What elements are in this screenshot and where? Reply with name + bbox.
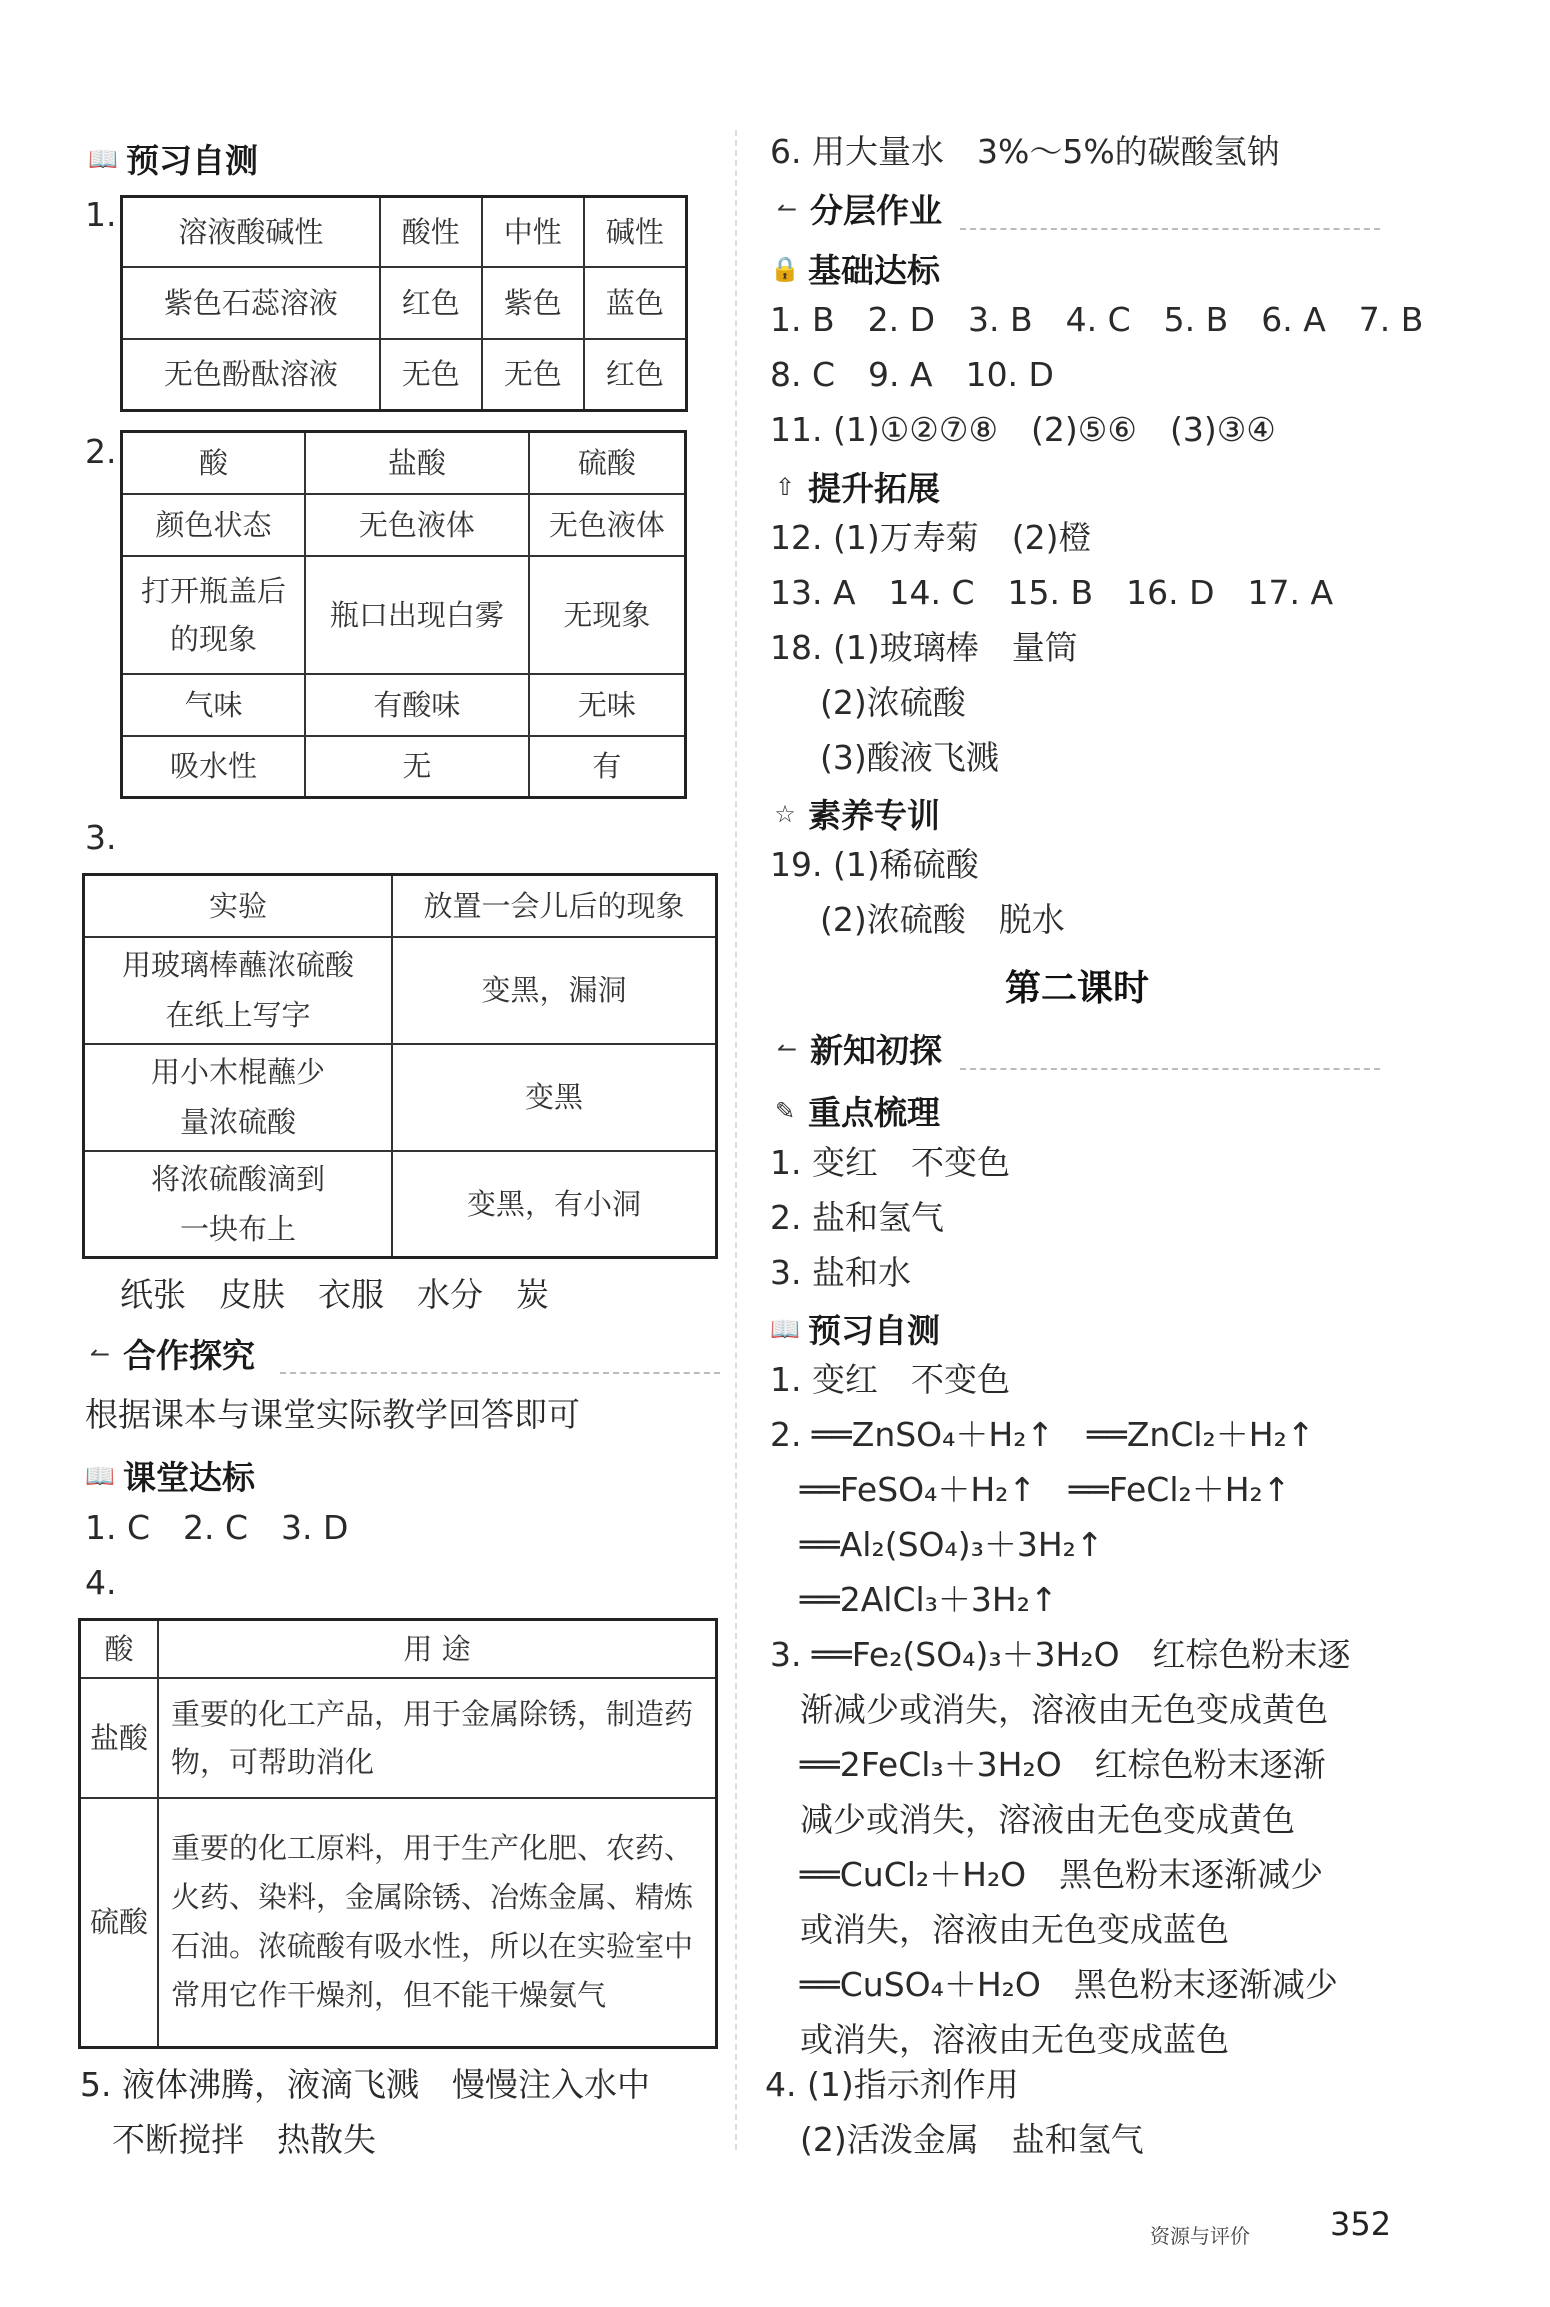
table-header-cell: 硫酸 bbox=[529, 432, 686, 494]
section-heading-new bbox=[772, 1025, 942, 1072]
answer-line: 渐减少或消失，溶液由无色变成黄色 bbox=[800, 1690, 1328, 1729]
table-cell: 重要的化工原料，用于生产化肥、农药、火药、染料，金属除锈、冶炼金属、精炼石油。浓硫酸有吸水性，所以在实验室中常用它作干燥剂，但不能干燥氨气 bbox=[158, 1798, 717, 2048]
section-divider bbox=[960, 228, 1380, 230]
table-header-cell: 酸 bbox=[122, 432, 306, 494]
answer-line: ══CuCl₂＋H₂O 黑色粉末逐渐减少 bbox=[800, 1855, 1324, 1894]
lock-icon: 🔒 bbox=[770, 254, 800, 283]
section-heading-coop bbox=[85, 1330, 255, 1377]
section-heading-class bbox=[85, 1452, 255, 1499]
question-number: 2. bbox=[85, 432, 117, 471]
section-title: 课堂达标 bbox=[123, 1458, 255, 1497]
answer-line: (3)酸液飞溅 bbox=[820, 738, 999, 777]
table-cell: 瓶口出现白雾 bbox=[305, 556, 529, 674]
section-title: 预习自测 bbox=[808, 1311, 940, 1350]
answer-line: 3. ══Fe₂(SO₄)₃＋3H₂O 红棕色粉末逐 bbox=[770, 1635, 1351, 1674]
answer-line: (2)浓硫酸 脱水 bbox=[820, 900, 1065, 939]
answer-line: ══2AlCl₃＋3H₂↑ bbox=[800, 1580, 1058, 1619]
answer-line: 4. (1)指示剂作用 bbox=[765, 2065, 1019, 2104]
table-cell: 盐酸 bbox=[80, 1678, 159, 1798]
answer-line: (2)浓硫酸 bbox=[820, 683, 966, 722]
answer-line: 1. 变红 不变色 bbox=[770, 1360, 1010, 1399]
section-heading-improve bbox=[770, 463, 940, 510]
table-cell: 无色酚酞溶液 bbox=[122, 339, 380, 411]
question-number: 3. bbox=[85, 818, 117, 857]
table-cell: 将浓硫酸滴到一块布上 bbox=[84, 1151, 393, 1258]
section-title: 新知初探 bbox=[810, 1031, 942, 1070]
up-arrow-icon: ⇧ bbox=[774, 472, 796, 501]
section-divider bbox=[280, 1372, 720, 1374]
answer-line: 8. C 9. A 10. D bbox=[770, 355, 1054, 394]
section-title: 分层作业 bbox=[810, 191, 942, 230]
answer-line: 减少或消失，溶液由无色变成黄色 bbox=[800, 1800, 1295, 1839]
column-divider bbox=[735, 130, 737, 2150]
table-cell: 打开瓶盖后的现象 bbox=[122, 556, 306, 674]
answer-line: 1. B 2. D 3. B 4. C 5. B 6. A 7. B bbox=[770, 300, 1424, 339]
sulfuric-acid-experiment-table bbox=[82, 873, 718, 1259]
corner-bracket-icon: ↼ bbox=[776, 1034, 798, 1063]
section-title: 素养专训 bbox=[808, 796, 940, 835]
table-cell: 用玻璃棒蘸浓硫酸在纸上写字 bbox=[84, 937, 393, 1044]
table-header-cell: 碱性 bbox=[584, 197, 687, 267]
table-cell: 无色 bbox=[380, 339, 482, 411]
table-cell: 气味 bbox=[122, 674, 306, 736]
table-header-cell: 盐酸 bbox=[305, 432, 529, 494]
open-book-icon: 📖 bbox=[88, 144, 118, 173]
section-heading-preview bbox=[88, 135, 258, 182]
open-book-icon: 📖 bbox=[770, 1314, 800, 1343]
section-heading-preview2 bbox=[770, 1305, 940, 1352]
answer-line: 18. (1)玻璃棒 量筒 bbox=[770, 628, 1078, 667]
table-cell: 硫酸 bbox=[80, 1798, 159, 2048]
answer-line: 1. 变红 不变色 bbox=[770, 1143, 1010, 1182]
answer-line: 5. 液体沸腾，液滴飞溅 慢慢注入水中 bbox=[80, 2065, 650, 2104]
section-title: 基础达标 bbox=[808, 251, 940, 290]
table-cell: 变黑，有小洞 bbox=[392, 1151, 717, 1258]
answer-line: 11. (1)①②⑦⑧ (2)⑤⑥ (3)③④ bbox=[770, 410, 1276, 449]
table-cell: 有酸味 bbox=[305, 674, 529, 736]
acid-uses-table bbox=[78, 1618, 718, 2049]
answer-line: 12. (1)万寿菊 (2)橙 bbox=[770, 518, 1092, 557]
corner-bracket-icon: ↼ bbox=[776, 194, 798, 223]
table-header-cell: 酸 bbox=[80, 1620, 159, 1678]
table-cell: 红色 bbox=[380, 267, 482, 339]
table-header-cell: 中性 bbox=[482, 197, 584, 267]
section-heading-literacy bbox=[770, 790, 940, 837]
question-number: 1. bbox=[85, 195, 117, 234]
table-cell: 用小木棍蘸少量浓硫酸 bbox=[84, 1044, 393, 1151]
table-cell: 无味 bbox=[529, 674, 686, 736]
table-cell: 变黑 bbox=[392, 1044, 717, 1151]
answer-line: ══2FeCl₃＋3H₂O 红棕色粉末逐渐 bbox=[800, 1745, 1326, 1784]
table-cell: 无现象 bbox=[529, 556, 686, 674]
pen-icon: ✎ bbox=[774, 1096, 796, 1125]
footer-label: 资源与评价 bbox=[1150, 2224, 1250, 2248]
table-cell: 蓝色 bbox=[584, 267, 687, 339]
table-cell: 重要的化工产品，用于金属除锈，制造药物，可帮助消化 bbox=[158, 1678, 717, 1798]
section-title: 重点梳理 bbox=[808, 1093, 940, 1132]
table-header-cell: 用 途 bbox=[158, 1620, 717, 1678]
answer-line: 13. A 14. C 15. B 16. D 17. A bbox=[770, 573, 1334, 612]
answer-line: ══Al₂(SO₄)₃＋3H₂↑ bbox=[800, 1525, 1104, 1564]
answer-line: 或消失，溶液由无色变成蓝色 bbox=[800, 2020, 1229, 2059]
section-title: 合作探究 bbox=[123, 1336, 255, 1375]
table-cell: 吸水性 bbox=[122, 736, 306, 798]
section-title: 预习自测 bbox=[126, 141, 258, 180]
table-cell: 红色 bbox=[584, 339, 687, 411]
corner-bracket-icon: ↼ bbox=[89, 1339, 111, 1368]
answer-line: 纸张 皮肤 衣服 水分 炭 bbox=[120, 1275, 549, 1314]
section-heading-basic bbox=[770, 245, 940, 292]
indicator-table bbox=[120, 195, 688, 412]
section-title: 提升拓展 bbox=[808, 469, 940, 508]
answer-line: 19. (1)稀硫酸 bbox=[770, 845, 979, 884]
table-header-cell: 溶液酸碱性 bbox=[122, 197, 380, 267]
page-number: 352 bbox=[1330, 2205, 1392, 2243]
open-book-icon: 📖 bbox=[85, 1461, 115, 1490]
answer-line: (2)活泼金属 盐和氢气 bbox=[800, 2120, 1144, 2159]
section-heading-layered bbox=[772, 185, 942, 232]
table-cell: 无色液体 bbox=[305, 494, 529, 556]
answer-line: 6. 用大量水 3%～5%的碳酸氢钠 bbox=[770, 132, 1280, 171]
chapter-title: 第二课时 bbox=[1005, 968, 1150, 1009]
answer-line: 2. ══ZnSO₄＋H₂↑ ══ZnCl₂＋H₂↑ bbox=[770, 1415, 1315, 1454]
answer-line: 1. C 2. C 3. D bbox=[85, 1508, 349, 1547]
section-divider bbox=[960, 1068, 1380, 1070]
table-cell: 无色 bbox=[482, 339, 584, 411]
answer-line: 2. 盐和氢气 bbox=[770, 1198, 944, 1237]
question-number: 4. bbox=[85, 1563, 117, 1602]
table-cell: 变黑，漏洞 bbox=[392, 937, 717, 1044]
table-cell: 无色液体 bbox=[529, 494, 686, 556]
table-cell: 紫色 bbox=[482, 267, 584, 339]
table-cell: 有 bbox=[529, 736, 686, 798]
section-heading-key bbox=[770, 1087, 940, 1134]
answer-line: 不断搅拌 热散失 bbox=[112, 2120, 376, 2159]
table-cell: 紫色石蕊溶液 bbox=[122, 267, 380, 339]
answer-line: 根据课本与课堂实际教学回答即可 bbox=[85, 1395, 580, 1434]
table-header-cell: 实验 bbox=[84, 875, 393, 937]
table-header-cell: 酸性 bbox=[380, 197, 482, 267]
table-header-cell: 放置一会儿后的现象 bbox=[392, 875, 717, 937]
table-cell: 颜色状态 bbox=[122, 494, 306, 556]
table-cell: 无 bbox=[305, 736, 529, 798]
acid-properties-table bbox=[120, 430, 687, 799]
answer-line: 或消失，溶液由无色变成蓝色 bbox=[800, 1910, 1229, 1949]
answer-line: ══CuSO₄＋H₂O 黑色粉末逐渐减少 bbox=[800, 1965, 1338, 2004]
answer-line: 3. 盐和水 bbox=[770, 1253, 911, 1292]
star-icon: ☆ bbox=[774, 799, 796, 828]
answer-line: ══FeSO₄＋H₂↑ ══FeCl₂＋H₂↑ bbox=[800, 1470, 1291, 1509]
